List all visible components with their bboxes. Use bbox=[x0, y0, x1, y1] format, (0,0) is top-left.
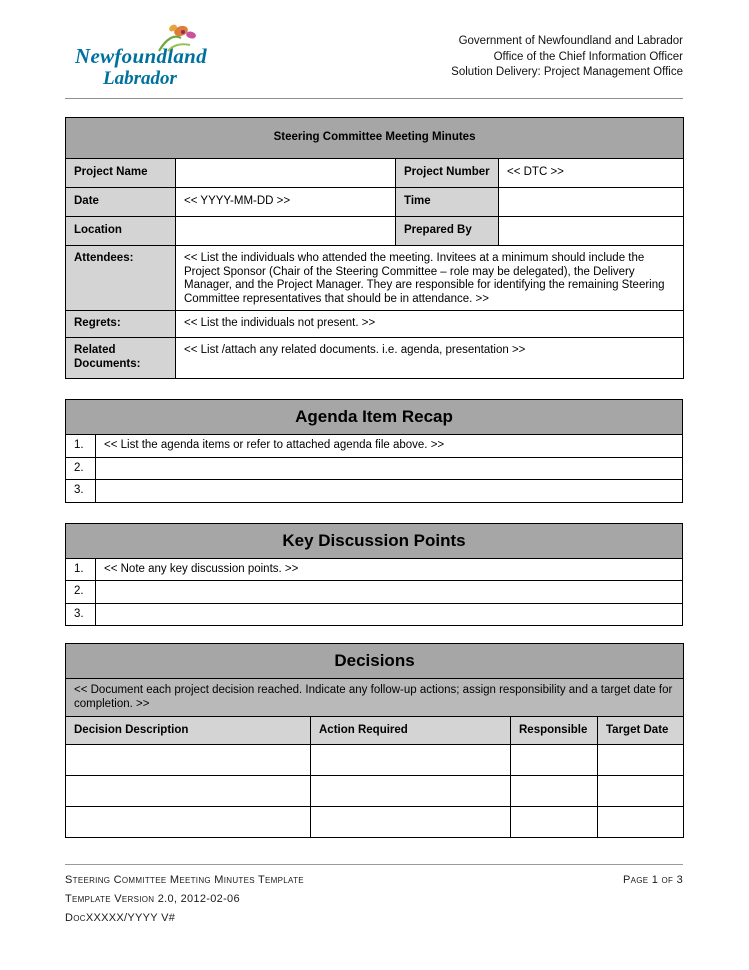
prepared-by-value bbox=[499, 217, 684, 246]
header-divider bbox=[65, 98, 683, 99]
location-label: Location bbox=[66, 217, 176, 246]
list-item bbox=[66, 581, 683, 604]
discussion-item-text bbox=[96, 581, 683, 604]
org-line-solution-delivery: Solution Delivery: Project Management Office bbox=[451, 66, 683, 78]
agenda-title-row bbox=[66, 400, 683, 435]
agenda-item-text bbox=[96, 480, 683, 503]
column-header-action-required: Action Required bbox=[311, 717, 511, 745]
regrets-label: Regrets: bbox=[66, 311, 176, 338]
decisions-header-row bbox=[66, 717, 684, 745]
agenda-item-text: << List the agenda items or refer to attached agenda file above. >> bbox=[96, 435, 683, 458]
column-header-target-date: Target Date bbox=[598, 717, 684, 745]
decisions-description: << Document each project decision reached. Indicate any follow-up actions; assign responsibility and a target date for completion. >> bbox=[66, 679, 684, 717]
org-line-office: Office of the Chief Information Officer bbox=[493, 50, 683, 63]
related-documents-value: << List /attach any related documents. i.e. agenda, presentation >> bbox=[176, 338, 684, 379]
project-name-label: Project Name bbox=[66, 159, 176, 188]
decision-cell bbox=[66, 807, 311, 838]
decision-cell bbox=[511, 807, 598, 838]
table-row bbox=[66, 807, 684, 838]
regrets-row bbox=[66, 311, 684, 338]
minutes-table-title: Steering Committee Meeting Minutes bbox=[66, 118, 684, 159]
newfoundland-labrador-logo bbox=[75, 28, 205, 90]
decision-cell bbox=[311, 776, 511, 807]
footer-page-number: Page 1 of 3 bbox=[622, 874, 683, 886]
related-documents-row bbox=[66, 338, 684, 379]
discussion-item-text bbox=[96, 603, 683, 626]
agenda-item-number: 1. bbox=[66, 435, 96, 458]
time-value bbox=[499, 188, 684, 217]
project-name-value bbox=[176, 159, 396, 188]
decision-cell bbox=[511, 776, 598, 807]
decisions-description-row bbox=[66, 679, 684, 717]
time-label: Time bbox=[396, 188, 499, 217]
list-item bbox=[66, 603, 683, 626]
prepared-by-label: Prepared By bbox=[396, 217, 499, 246]
list-item bbox=[66, 480, 683, 503]
decision-cell bbox=[66, 745, 311, 776]
decisions-title: Decisions bbox=[66, 644, 684, 679]
agenda-recap-table bbox=[65, 399, 683, 503]
table-row bbox=[66, 188, 684, 217]
list-item bbox=[66, 558, 683, 581]
decision-cell bbox=[511, 745, 598, 776]
attendees-row bbox=[66, 246, 684, 311]
footer-doc-number: DocXXXXX/YYYY V# bbox=[65, 912, 176, 924]
minutes-title-row bbox=[66, 118, 684, 159]
related-documents-label: Related Documents: bbox=[66, 338, 176, 379]
table-row bbox=[66, 745, 684, 776]
discussion-item-text: << Note any key discussion points. >> bbox=[96, 558, 683, 581]
decision-cell bbox=[598, 776, 684, 807]
decision-cell bbox=[598, 807, 684, 838]
footer-left-block bbox=[65, 874, 304, 931]
attendees-value: << List the individuals who attended the meeting. Invitees at a minimum should include the Project Sponsor (Chair of the Steering Committee – role may be delegated), the Delivery Manager, and the Project Manager. They are responsible for identifying the remaining Steering Committee representatives that should be in attendance. >> bbox=[176, 246, 684, 311]
column-header-responsible: Responsible bbox=[511, 717, 598, 745]
footer-template-title: Steering Committee Meeting Minutes Template bbox=[65, 874, 304, 886]
decision-cell bbox=[311, 745, 511, 776]
logo-wordmark-line2: Labrador bbox=[103, 68, 177, 89]
key-discussion-title-row bbox=[66, 523, 683, 558]
discussion-item-number: 3. bbox=[66, 603, 96, 626]
date-value: << YYYY-MM-DD >> bbox=[176, 188, 396, 217]
table-row bbox=[66, 159, 684, 188]
decision-cell bbox=[311, 807, 511, 838]
discussion-item-number: 2. bbox=[66, 581, 96, 604]
key-discussion-title: Key Discussion Points bbox=[66, 523, 683, 558]
agenda-item-number: 2. bbox=[66, 457, 96, 480]
decision-cell bbox=[598, 745, 684, 776]
pitcher-plant-icon bbox=[153, 22, 199, 52]
decisions-title-row bbox=[66, 644, 684, 679]
meeting-minutes-table bbox=[65, 117, 684, 379]
decisions-table bbox=[65, 643, 684, 838]
footer-template-version: Template Version 2.0, 2012-02-06 bbox=[65, 893, 240, 905]
table-row bbox=[66, 776, 684, 807]
list-item bbox=[66, 435, 683, 458]
discussion-item-number: 1. bbox=[66, 558, 96, 581]
attendees-label: Attendees: bbox=[66, 246, 176, 311]
project-number-label: Project Number bbox=[396, 159, 499, 188]
document-header bbox=[65, 0, 683, 90]
project-number-value: << DTC >> bbox=[499, 159, 684, 188]
agenda-item-text bbox=[96, 457, 683, 480]
list-item bbox=[66, 457, 683, 480]
regrets-value: << List the individuals not present. >> bbox=[176, 311, 684, 338]
agenda-item-number: 3. bbox=[66, 480, 96, 503]
date-label: Date bbox=[66, 188, 176, 217]
org-line-government: Government of Newfoundland and Labrador bbox=[458, 35, 683, 47]
logo-wordmark-line1: Newfoundland bbox=[75, 44, 207, 68]
org-header-block bbox=[451, 28, 683, 81]
table-row bbox=[66, 217, 684, 246]
key-discussion-table bbox=[65, 523, 683, 627]
document-footer bbox=[65, 864, 683, 931]
location-value bbox=[176, 217, 396, 246]
agenda-recap-title: Agenda Item Recap bbox=[66, 400, 683, 435]
decision-cell bbox=[66, 776, 311, 807]
column-header-decision-description: Decision Description bbox=[66, 717, 311, 745]
